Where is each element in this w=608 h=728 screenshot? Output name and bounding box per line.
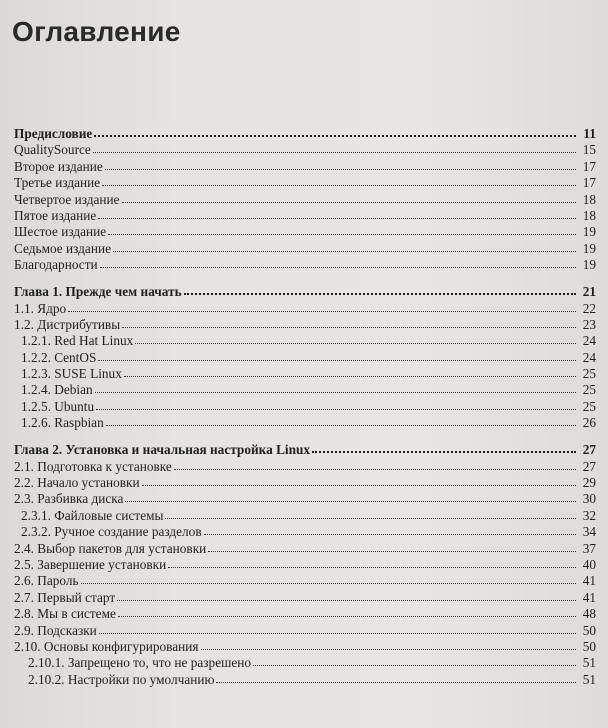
toc-entry [14, 241, 596, 257]
dot-leader [98, 208, 576, 220]
toc-entry [14, 159, 596, 175]
toc-page-number: 51 [582, 671, 596, 687]
dot-leader [216, 672, 576, 684]
dot-leader [100, 257, 576, 269]
toc-entry-title: Пятое издание [14, 207, 97, 223]
toc-page-number: 25 [582, 366, 596, 382]
toc-page-number: 18 [582, 207, 596, 223]
toc-entry-title: 2.5. Завершение установки [14, 556, 167, 572]
toc-entry-title: Четвертое издание [14, 191, 120, 207]
toc-entry [14, 257, 596, 273]
toc-entry-title: Глава 1. Прежде чем начать [14, 284, 182, 300]
toc-entry-title: 1.2.4. Debian [21, 382, 93, 398]
toc-entry [14, 224, 596, 240]
dot-leader [125, 491, 576, 503]
toc-page-number: 48 [582, 606, 596, 622]
dot-leader [165, 508, 576, 520]
toc-entry-title: 2.6. Пароль [14, 573, 79, 589]
dot-leader [253, 655, 576, 667]
toc-entry [14, 382, 596, 398]
toc-page-number: 50 [582, 638, 596, 654]
toc-entry [14, 459, 596, 475]
toc-entry-title: Предисловие [14, 126, 93, 141]
toc-entry-title: 2.1. Подготовка к установке [14, 458, 172, 474]
toc-entry [14, 415, 596, 431]
toc-page-number: 40 [582, 556, 596, 572]
toc-entry [14, 524, 596, 540]
toc-entry [14, 175, 596, 191]
toc-entry-title: Седьмое издание [14, 240, 111, 256]
toc-entry [14, 590, 596, 606]
dot-leader [201, 639, 576, 651]
toc-entry-title: 2.3.1. Файловые системы [21, 507, 164, 523]
toc-entry-title: 1.2.3. SUSE Linux [21, 366, 122, 382]
toc-page-number: 41 [582, 589, 596, 605]
toc-entry-title: 1.2.6. Raspbian [21, 415, 104, 431]
toc-entry [14, 557, 596, 573]
toc-entry-title: 2.4. Выбор пакетов для установки [14, 540, 207, 556]
toc-page-number: 25 [582, 382, 596, 398]
dot-leader [118, 606, 576, 618]
dot-leader [96, 399, 576, 411]
toc-entry [14, 301, 596, 317]
toc-page-number: 32 [582, 507, 596, 523]
toc-entry [14, 317, 596, 333]
toc-entry-title: Глава 2. Установка и начальная настройка Linux [14, 442, 311, 458]
toc-entry-title: 2.10. Основы конфигурирования [14, 638, 199, 654]
toc-page-number: 19 [582, 224, 596, 240]
dot-leader [105, 159, 576, 171]
toc-entry-title: 1.2.2. CentOS [21, 349, 97, 365]
dot-leader [93, 142, 576, 154]
dot-leader [122, 317, 576, 329]
dot-leader [113, 241, 576, 253]
dot-leader [81, 573, 576, 585]
toc-entry [14, 655, 596, 671]
toc-entry [14, 366, 596, 382]
toc-chapter-entry [14, 126, 596, 142]
toc-entry [14, 399, 596, 415]
dot-leader [135, 333, 576, 345]
toc-chapter-entry [14, 442, 596, 458]
page-title: Оглавление [12, 16, 181, 47]
toc-entry [14, 491, 596, 507]
toc-page-number: 50 [582, 622, 596, 638]
dot-leader [124, 366, 576, 378]
toc-entry [14, 639, 596, 655]
dot-leader [184, 284, 576, 296]
toc-entry-title: 1.1. Ядро [14, 300, 67, 316]
toc-page-number: 29 [582, 475, 596, 490]
toc-entry-title: 2.3.2. Ручное создание разделов [21, 524, 202, 540]
toc-entry-title: 2.8. Мы в системе [14, 606, 116, 622]
toc-page-number: 21 [582, 284, 596, 300]
dot-leader [95, 382, 576, 394]
toc-entry [14, 142, 596, 158]
toc-entry-title: 2.10.2. Настройки по умолчанию [28, 671, 215, 687]
toc-entry-title: Третье издание [14, 175, 101, 191]
toc-page-number: 51 [582, 655, 596, 671]
toc-entry-title: 1.2. Дистрибутивы [14, 316, 121, 332]
dot-leader [94, 126, 576, 138]
dot-leader [142, 475, 576, 487]
toc-entry-title: Второе издание [14, 158, 103, 174]
toc-group [14, 442, 596, 688]
dot-leader [108, 224, 576, 236]
toc-entry-title: 2.7. Первый старт [14, 589, 116, 605]
dot-leader [99, 623, 576, 635]
toc-page-number: 27 [582, 442, 596, 458]
dot-leader [168, 557, 576, 569]
dot-leader [68, 301, 576, 313]
toc-page-number: 34 [582, 524, 596, 540]
toc-entry-title: 2.3. Разбивка диска [14, 491, 124, 507]
toc-page-number: 37 [582, 540, 596, 556]
table-of-contents [14, 126, 596, 688]
dot-leader [122, 192, 576, 204]
dot-leader [117, 590, 576, 602]
toc-entry-title: Шестое издание [14, 224, 107, 240]
toc-page-number: 22 [582, 300, 596, 316]
toc-entry [14, 192, 596, 208]
toc-entry-title: 2.10.1. Запрещено то, что не разрешено [28, 655, 252, 671]
toc-entry [14, 475, 596, 491]
toc-page-number: 24 [582, 333, 596, 349]
toc-page-number: 17 [582, 158, 596, 174]
toc-page-number: 27 [582, 458, 596, 474]
dot-leader [102, 175, 576, 187]
toc-entry [14, 508, 596, 524]
toc-page-number: 19 [582, 240, 596, 256]
toc-page-number: 11 [583, 126, 596, 141]
toc-entry [14, 333, 596, 349]
toc-entry [14, 606, 596, 622]
toc-page-number: 30 [582, 491, 596, 507]
toc-page-number: 23 [582, 316, 596, 332]
toc-entry-title: 1.2.5. Ubuntu [21, 398, 95, 414]
dot-leader [208, 541, 576, 553]
toc-page-number: 24 [582, 349, 596, 365]
toc-page-number: 26 [582, 415, 596, 431]
dot-leader [312, 442, 576, 454]
dot-leader [204, 524, 576, 536]
toc-chapter-entry [14, 284, 596, 300]
toc-entry [14, 350, 596, 366]
toc-page-number: 17 [582, 175, 596, 191]
toc-entry-title: QualitySource [14, 142, 91, 158]
toc-entry-title: Благодарности [14, 257, 98, 273]
toc-entry [14, 541, 596, 557]
toc-entry [14, 623, 596, 639]
toc-page-number: 15 [582, 142, 596, 158]
toc-entry-title: 2.9. Подсказки [14, 622, 97, 638]
toc-page-number: 25 [582, 398, 596, 414]
dot-leader [98, 350, 576, 362]
toc-page-number: 19 [582, 257, 596, 273]
toc-entry-title: 1.2.1. Red Hat Linux [21, 333, 134, 349]
toc-page-number: 41 [582, 573, 596, 589]
toc-entry-title: 2.2. Начало установки [14, 475, 140, 490]
toc-entry [14, 208, 596, 224]
dot-leader [106, 415, 576, 427]
toc-group [14, 284, 596, 432]
toc-page-number: 18 [582, 191, 596, 207]
toc-group [14, 126, 596, 274]
toc-entry [14, 672, 596, 688]
toc-entry [14, 573, 596, 589]
dot-leader [174, 459, 576, 471]
